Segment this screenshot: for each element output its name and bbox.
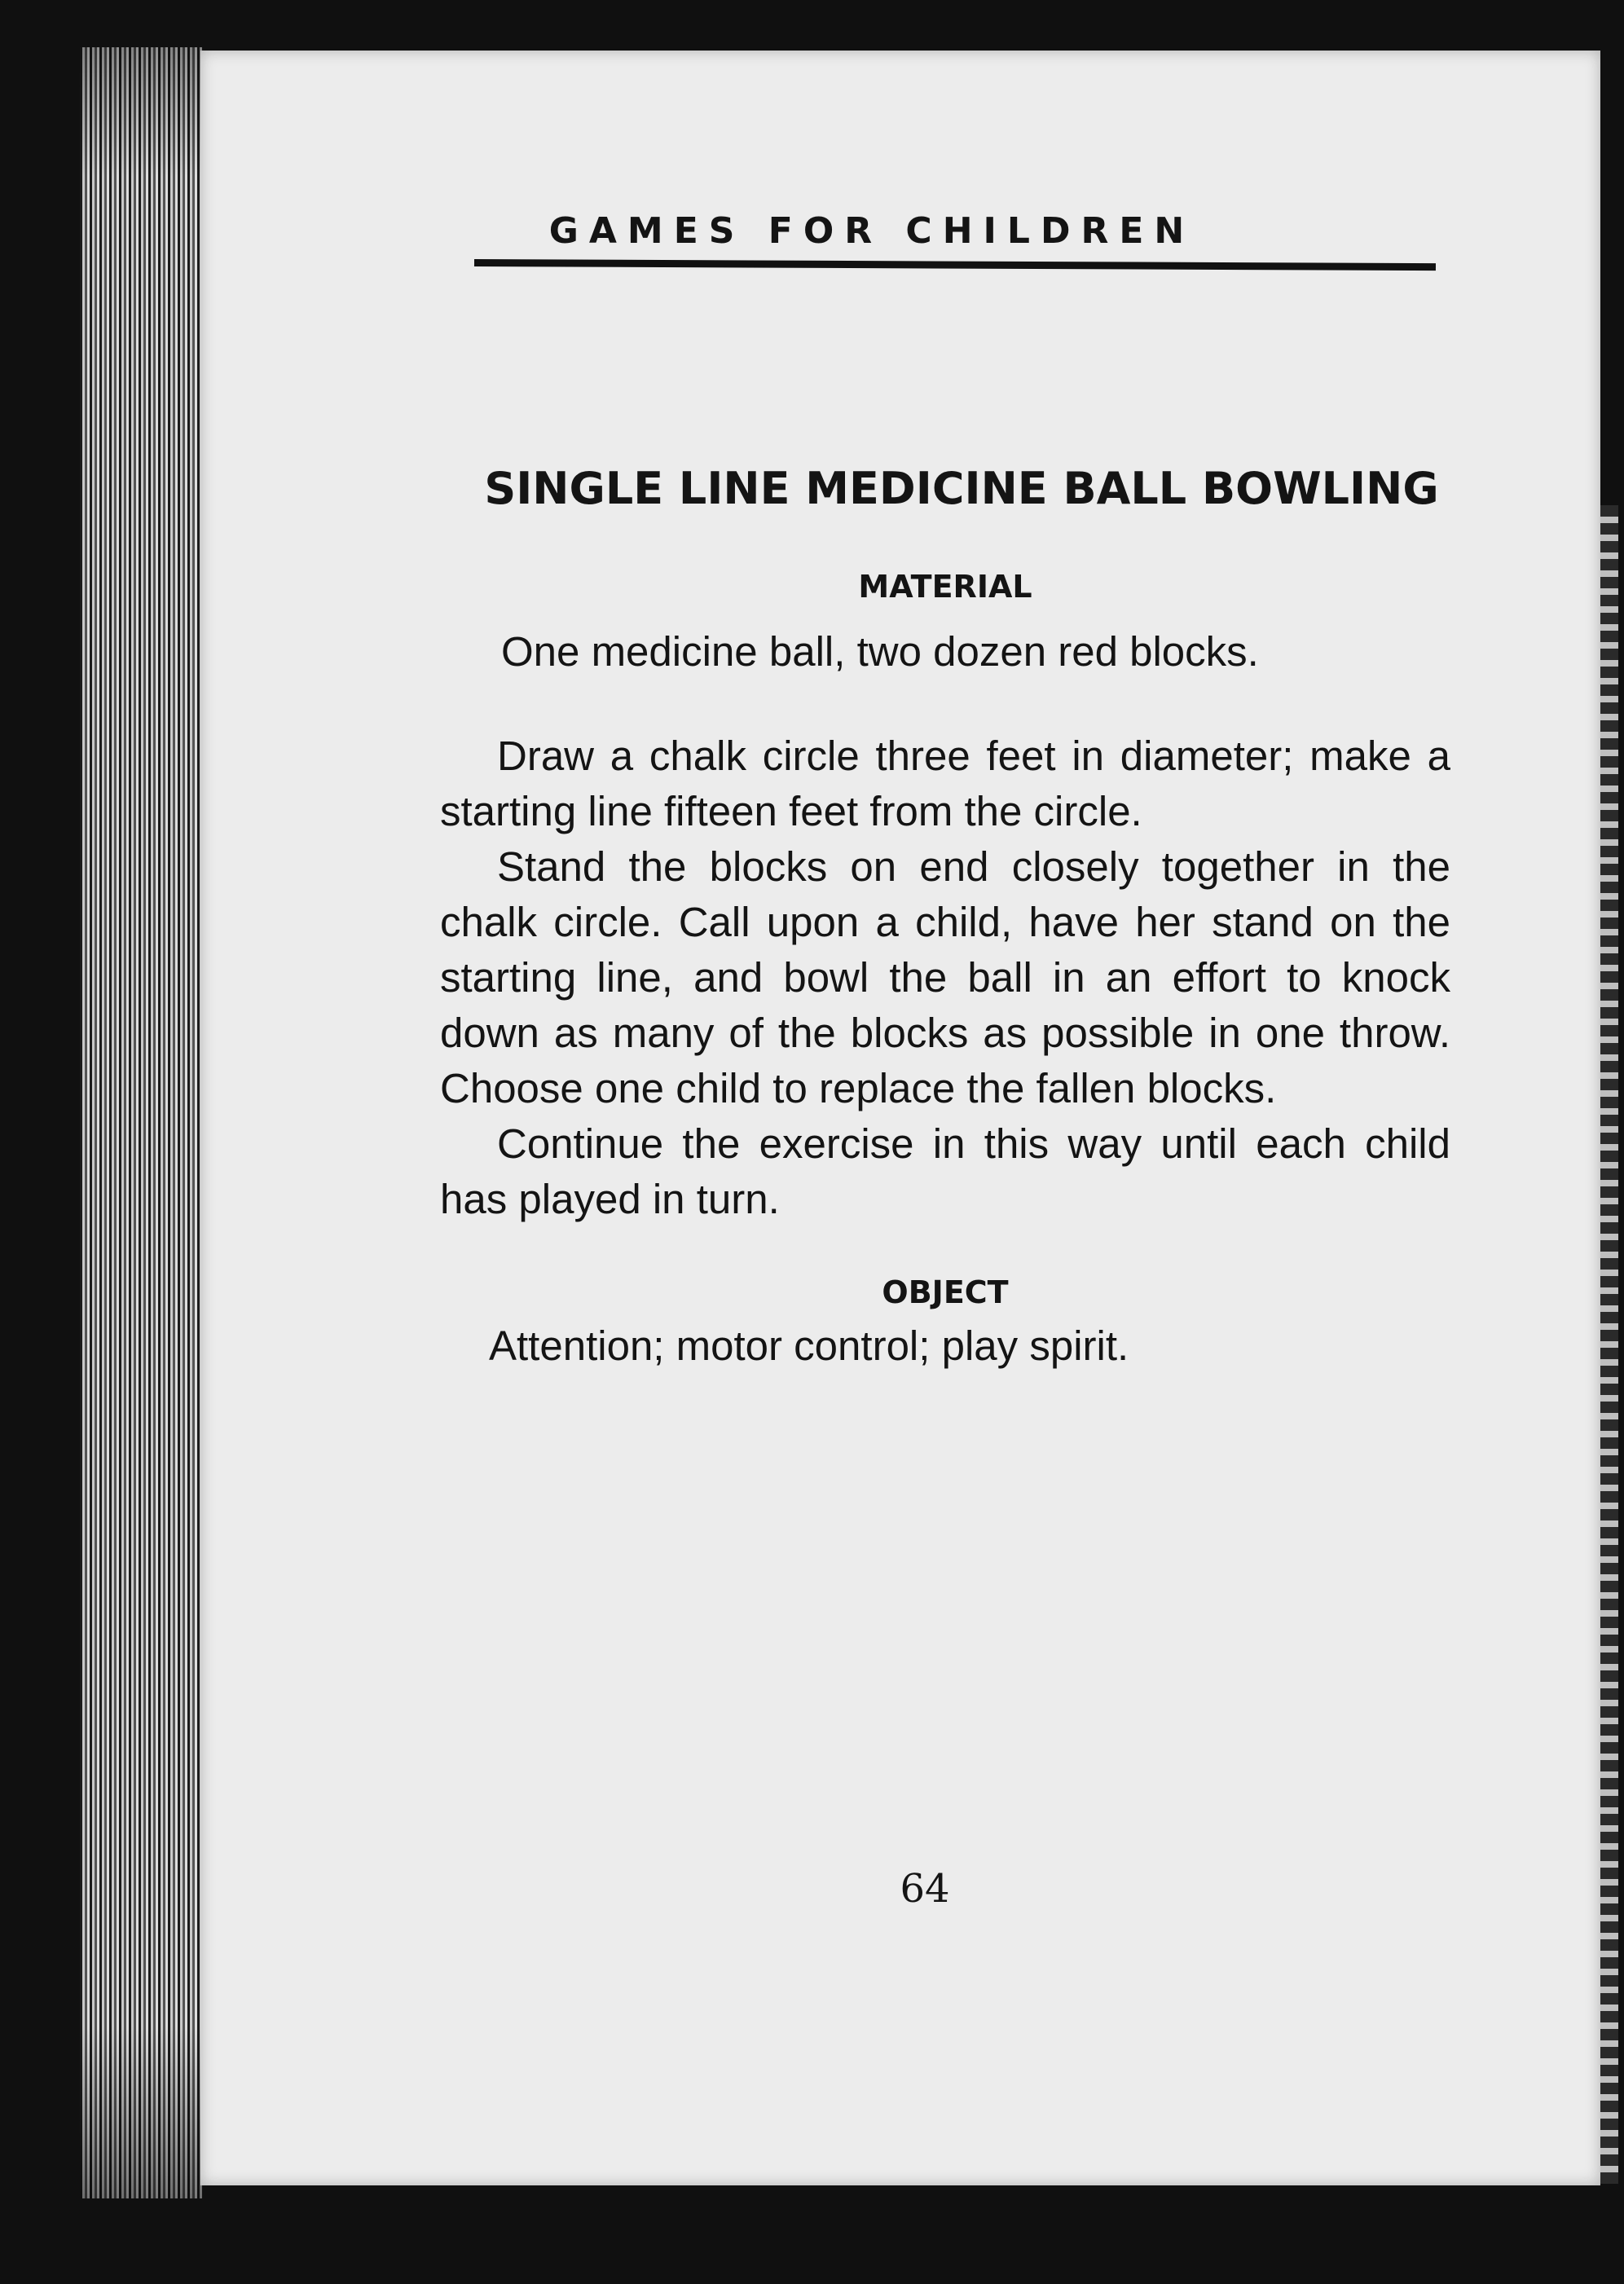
game-title: SINGLE LINE MEDICINE BALL BOWLING [484, 463, 1439, 514]
page-edges-shading [80, 47, 202, 2198]
instruction-paragraph: Draw a chalk circle three feet in diameter; make a starting line fifteen feet from the circle. [440, 733, 1450, 834]
right-page-edge [1600, 505, 1618, 2184]
instruction-paragraph: Continue the exercise in this way until each child has played in turn. [440, 1120, 1450, 1222]
object-text: Attention; motor control; play spirit. [489, 1322, 1129, 1369]
running-head-text: GAMES FOR CHILDREN [548, 210, 1195, 252]
page-content [440, 456, 1450, 1374]
object-heading: OBJECT [882, 1274, 1009, 1310]
instructions [440, 728, 1450, 1227]
material-heading: MATERIAL [858, 569, 1032, 605]
instruction-paragraph: Stand the blocks on end closely together in the chalk circle. Call upon a child, have her stand on the starting line, and bowl the ball in an effort to knock down as many of the blocks as possible in one throw. Choose one child to replace the fallen blocks. [440, 843, 1450, 1111]
page-number: 64 [900, 1866, 950, 1912]
material-text: One medicine ball, two dozen red blocks. [501, 628, 1259, 675]
